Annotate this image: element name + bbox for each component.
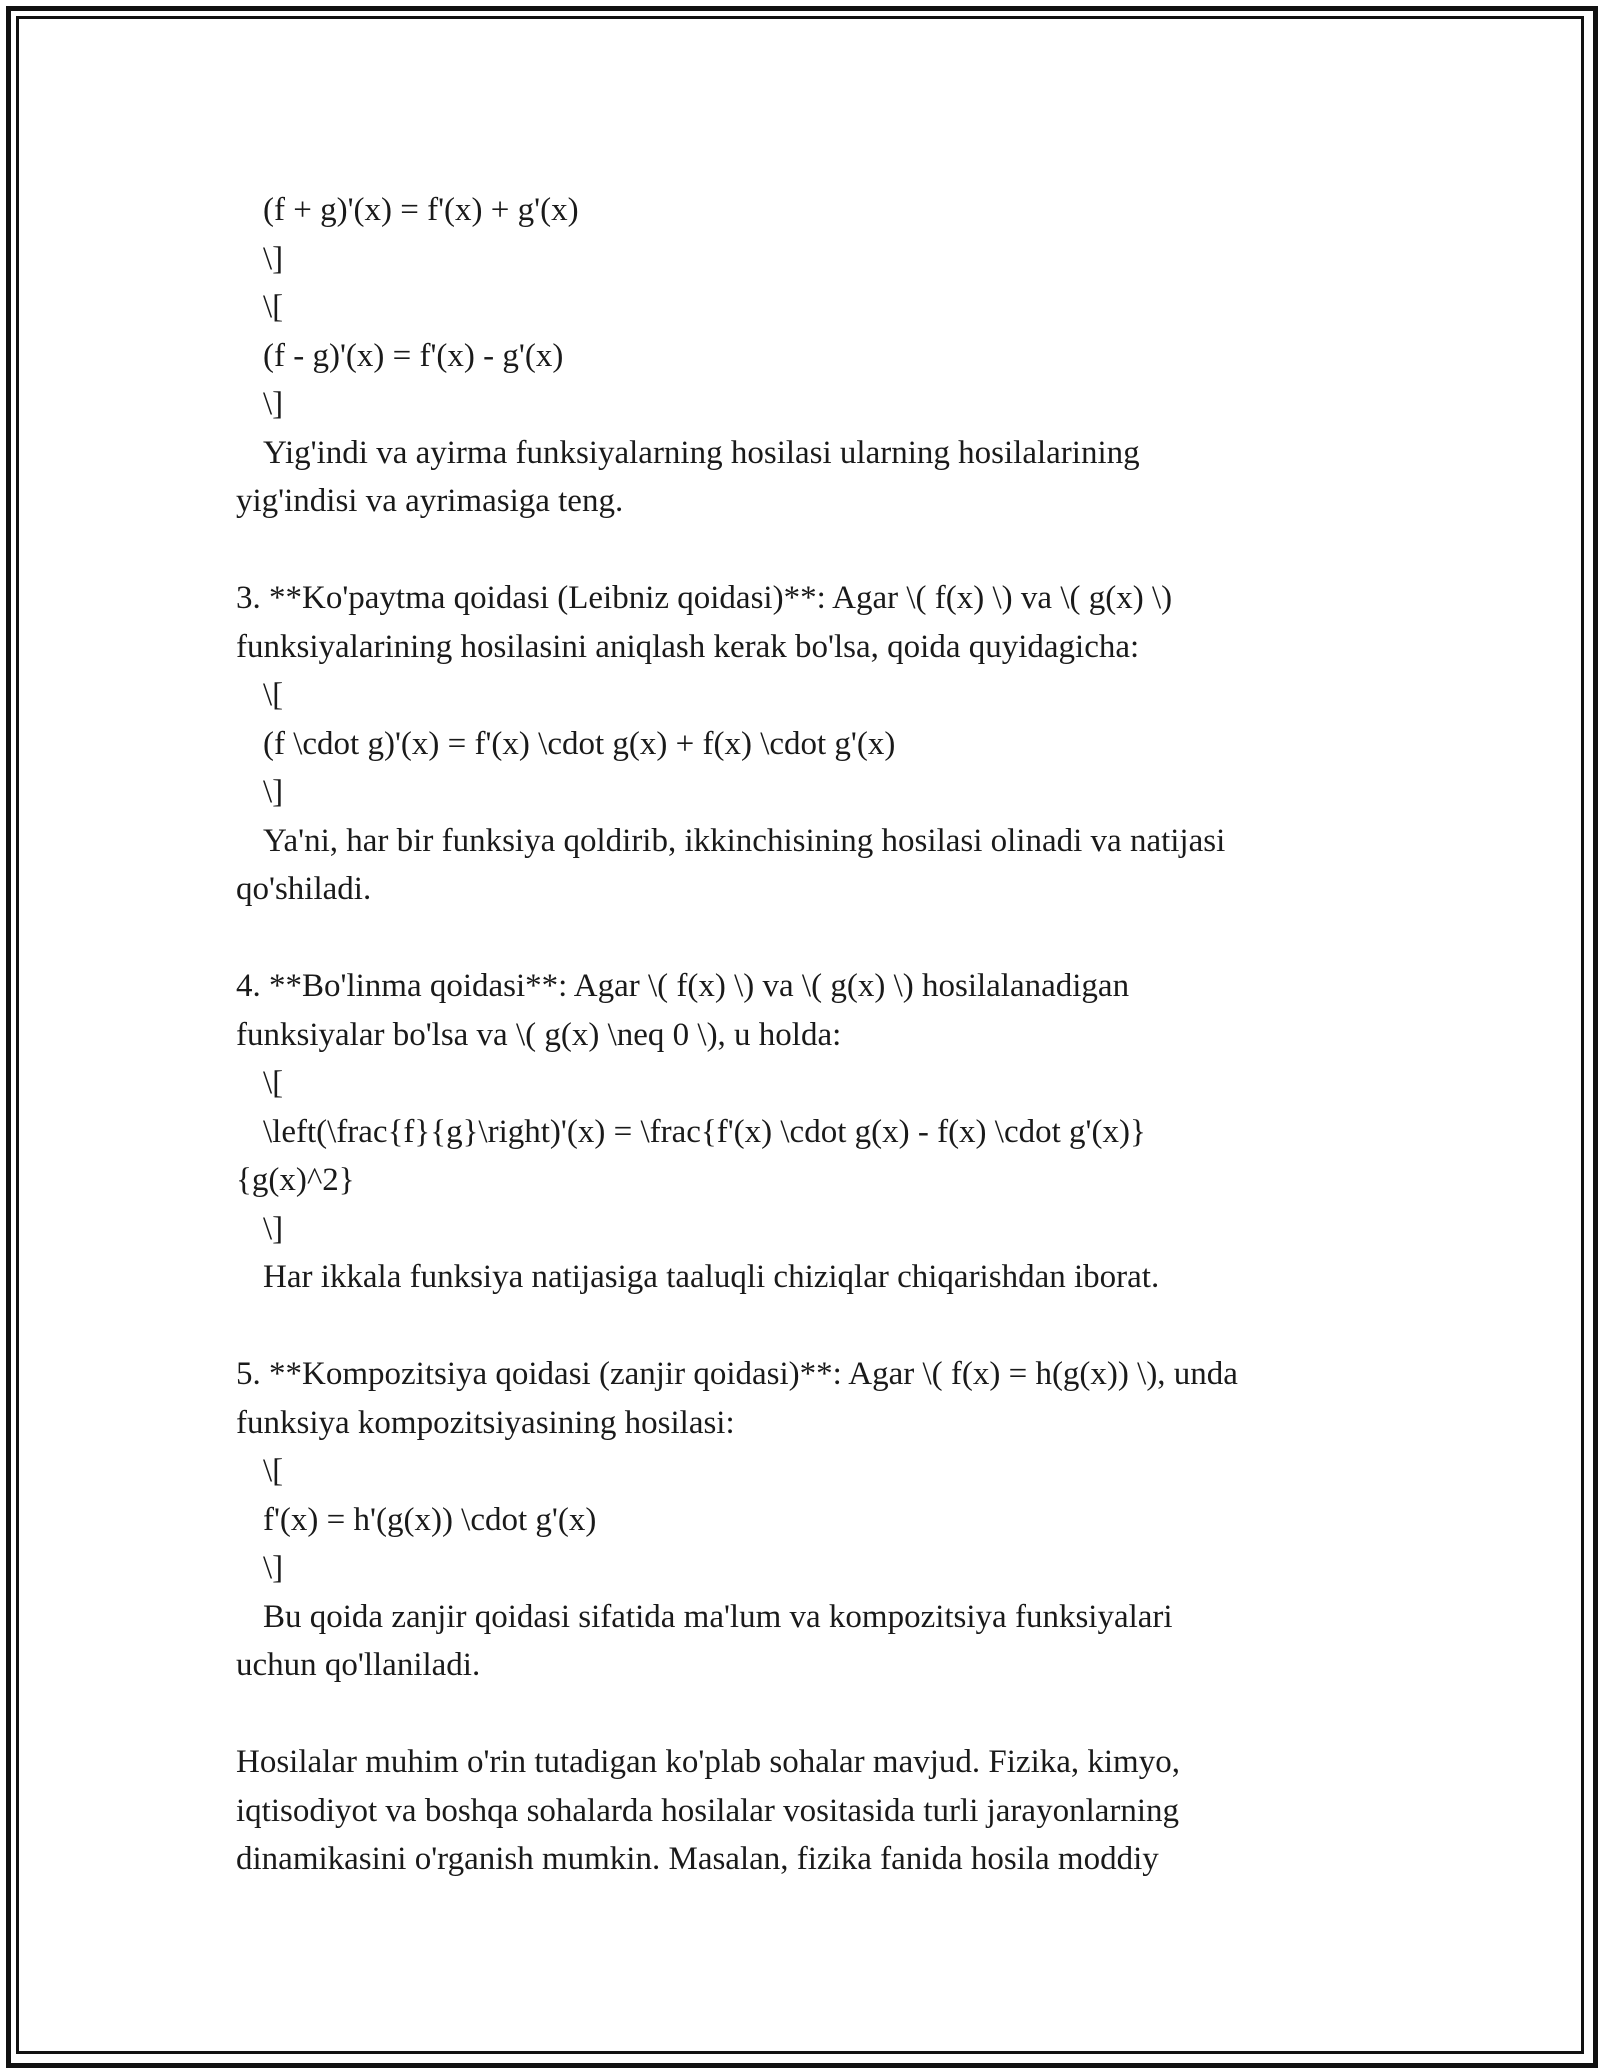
text-line: Hosilalar muhim o'rin tutadigan ko'plab sohalar mavjud. Fizika, kimyo, <box>236 1744 1180 1780</box>
text-line: 3. **Ko'paytma qoidasi (Leibniz qoidasi)**: Agar \( f(x) \) va \( g(x) \) <box>236 580 1173 616</box>
blank-line <box>236 526 1366 575</box>
text-line: \] <box>263 774 284 810</box>
text-line: (f - g)'(x) = f'(x) - g'(x) <box>263 337 564 374</box>
text-line: yig'indisi va ayrimasiga teng. <box>236 483 624 519</box>
text-line: {g(x)^2} <box>236 1162 355 1198</box>
blank-line <box>236 1302 1366 1351</box>
text-line: 4. **Bo'linma qoidasi**: Agar \( f(x) \) va \( g(x) \) hosilalanadigan <box>236 968 1130 1004</box>
text-line: funksiyalar bo'lsa va \( g(x) \neq 0 \), u holda: <box>236 1016 842 1053</box>
text-line: \left(\frac{f}{g}\right)'(x) = \frac{f'(x) \cdot g(x) - f(x) \cdot g'(x)} <box>263 1113 1146 1150</box>
document-body <box>236 186 1366 1884</box>
text-line: Har ikkala funksiya natijasiga taaluqli chiziqlar chiqarishdan iborat. <box>263 1259 1160 1295</box>
text-line: qo'shiladi. <box>236 871 372 907</box>
text-line: Bu qoida zanjir qoidasi sifatida ma'lum va kompozitsiya funksiyalari <box>263 1598 1173 1635</box>
text-line: \] <box>263 1550 284 1586</box>
text-line: uchun qo'llaniladi. <box>236 1647 481 1683</box>
text-line: \[ <box>263 1065 284 1101</box>
text-line: funksiya kompozitsiyasining hosilasi: <box>236 1404 735 1441</box>
text-line: \] <box>263 240 284 277</box>
text-line: \[ <box>263 677 284 713</box>
text-line: \[ <box>263 1453 284 1489</box>
text-line: dinamikasini o'rganish mumkin. Masalan, fizika fanida hosila moddiy <box>236 1841 1159 1877</box>
text-line: Yig'indi va ayirma funksiyalarning hosilasi ularning hosilalarining <box>263 434 1140 471</box>
text-line: iqtisodiyot va boshqa sohalarda hosilalar vositasida turli jarayonlarning <box>236 1792 1180 1829</box>
text-line: (f + g)'(x) = f'(x) + g'(x) <box>263 192 579 228</box>
blank-line <box>236 1690 1366 1739</box>
text-line: Ya'ni, har bir funksiya qoldirib, ikkinchisining hosilasi olinadi va natijasi <box>263 822 1226 859</box>
text-line: \] <box>263 1210 284 1247</box>
text-line: \[ <box>263 289 284 325</box>
text-line: \] <box>263 386 284 422</box>
text-line: (f \cdot g)'(x) = f'(x) \cdot g(x) + f(x) \cdot g'(x) <box>263 725 896 762</box>
text-line: f'(x) = h'(g(x)) \cdot g'(x) <box>263 1501 597 1538</box>
text-line: funksiyalarining hosilasini aniqlash kerak bo'lsa, qoida quyidagicha: <box>236 628 1140 665</box>
text-line: 5. **Kompozitsiya qoidasi (zanjir qoidasi)**: Agar \( f(x) = h(g(x)) \), unda <box>236 1356 1238 1392</box>
blank-line <box>236 914 1366 963</box>
